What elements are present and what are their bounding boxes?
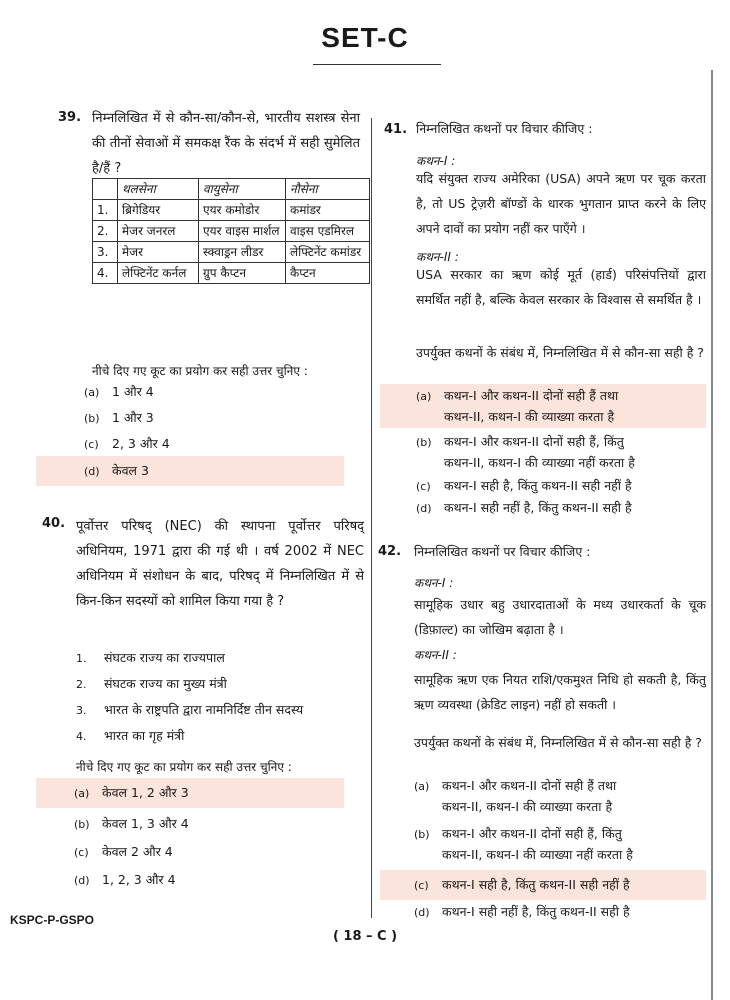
q40-instruction: नीचे दिए गए कूट का प्रयोग कर सही उत्तर चुनिए : <box>76 760 292 774</box>
q41-statement-2: USA सरकार का ऋण कोई मूर्त (हार्ड) परिसंपत्तियों द्वारा समर्थित नहीं है, बल्कि केवल सरकार के विश्वास से समर्थित है । <box>416 267 706 307</box>
table-row <box>93 221 370 242</box>
q42-statement-2: सामूहिक ऋण एक नियत राशि/एकमुश्त निधि हो सकती है, किंतु ऋण व्यवस्था (क्रेडिट लाइन) नहीं हो सकती । <box>414 672 706 712</box>
option-text: कथन-I सही है, किंतु कथन-II सही नहीं है <box>444 478 632 493</box>
q39-option-b[interactable] <box>84 408 154 429</box>
item-number: 3. <box>76 704 87 717</box>
table-cell: मेजर जनरल <box>118 221 199 242</box>
option-text: केवल 2 और 4 <box>102 844 173 859</box>
table-cell: एयर वाइस मार्शल <box>199 221 286 242</box>
option-text: 1 और 3 <box>112 410 154 425</box>
option-text: 1 और 4 <box>112 384 154 399</box>
option-text: कथन-I और कथन-II दोनों सही हैं, किंतु <box>442 826 622 841</box>
q40-option-d[interactable] <box>74 870 176 891</box>
q40-item-2 <box>76 674 227 695</box>
q39-text: निम्नलिखित में से कौन-सा/कौन-से, भारतीय सशस्त्र सेना की तीनों सेवाओं में समकक्ष रैंक के संदर्भ में सही सुमेलित है/हैं ? <box>92 111 360 176</box>
q41-option-b[interactable] <box>416 432 708 473</box>
table-cell: एयर कमोडोर <box>199 200 286 221</box>
q40-item-4 <box>76 726 184 747</box>
q39-rank-table <box>92 178 370 284</box>
q42-statement-1-label: कथन-I : <box>414 576 454 590</box>
item-number: 4. <box>76 730 87 743</box>
table-cell: मेजर <box>118 242 199 263</box>
option-text: कथन-I सही है, किंतु कथन-II सही नहीं है <box>442 877 630 892</box>
option-label: (d) <box>414 906 430 919</box>
paper-code: KSPC-P-GSPO <box>10 913 95 927</box>
q42-statement-2-label: कथन-II : <box>414 648 457 662</box>
q41-option-c[interactable] <box>416 476 708 497</box>
q41-statement-2-label: कथन-II : <box>416 250 459 264</box>
option-text: कथन-I और कथन-II दोनों सही हैं, किंतु <box>444 434 624 449</box>
q42-option-b[interactable] <box>414 824 706 865</box>
option-label: (d) <box>74 874 90 887</box>
q40-item-3 <box>76 700 303 721</box>
item-text: संघटक राज्य का राज्यपाल <box>104 650 225 665</box>
option-label: (b) <box>74 818 90 831</box>
item-text: भारत के राष्ट्रपति द्वारा नामनिर्दिष्ट तीन सदस्य <box>104 702 304 717</box>
item-number: 1. <box>76 652 87 665</box>
q40-item-1 <box>76 648 225 669</box>
q41-statement-1: यदि संयुक्त राज्य अमेरिका (USA) अपने ऋण पर चूक करता है, तो US ट्रेज़री बॉण्डों के धारक भुगतान प्राप्त करने के लिए अपने दावों का प्रयोग नहीं कर पाएँगे । <box>416 171 706 236</box>
q42-question: उपर्युक्त कथनों के संबंध में, निम्नलिखित में से कौन-सा सही है ? <box>414 735 702 750</box>
table-cell: वाइस एडमिरल <box>286 221 370 242</box>
table-cell: कैप्टन <box>286 263 370 284</box>
q41-option-d[interactable] <box>416 498 708 519</box>
option-label: (d) <box>416 502 432 515</box>
q41-option-a[interactable] <box>416 386 708 427</box>
set-title: SET-C <box>321 22 409 53</box>
table-cell: ग्रुप कैप्टन <box>199 263 286 284</box>
option-label: (c) <box>74 846 89 859</box>
q42-number: 42. <box>378 544 402 559</box>
option-text-line2: कथन-II, कथन-I की व्याख्या करता है <box>444 409 615 424</box>
table-cell: 4. <box>93 263 118 284</box>
table-cell: 3. <box>93 242 118 263</box>
option-text: केवल 3 <box>112 463 149 478</box>
table-cell: लेफ्टिनेंट कमांडर <box>286 242 370 263</box>
table-header-army: थलसेना <box>118 179 199 200</box>
table-cell: 2. <box>93 221 118 242</box>
table-header-blank <box>93 179 118 200</box>
q39-option-c[interactable] <box>84 434 170 455</box>
header-underline <box>313 64 441 65</box>
table-row <box>93 200 370 221</box>
q39-number: 39. <box>58 110 82 125</box>
q41-number: 41. <box>384 122 408 137</box>
item-number: 2. <box>76 678 87 691</box>
option-text: कथन-I और कथन-II दोनों सही हैं तथा <box>442 778 617 793</box>
q40-text: पूर्वोत्तर परिषद् (NEC) की स्थापना पूर्वोत्तर परिषद् अधिनियम, 1971 द्वारा की गई थी । वर्ष 2002 में NEC अधिनियम में संशोधन के बाद, परिषद् में निम्नलिखित में से किन-किन सदस्यों को शामिल किया गया है ? <box>76 519 364 609</box>
q40-option-c[interactable] <box>74 842 173 863</box>
option-label: (b) <box>84 412 100 425</box>
option-text: कथन-I सही नहीं है, किंतु कथन-II सही है <box>442 904 630 919</box>
page-edge <box>711 70 713 1000</box>
option-text: केवल 1, 3 और 4 <box>102 816 189 831</box>
table-row <box>93 263 370 284</box>
q39-instruction: नीचे दिए गए कूट का प्रयोग कर सही उत्तर चुनिए : <box>92 364 308 378</box>
table-header-airforce: वायुसेना <box>199 179 286 200</box>
q41-intro: निम्नलिखित कथनों पर विचार कीजिए : <box>416 121 593 136</box>
option-label: (a) <box>414 780 430 793</box>
q42-option-d[interactable] <box>414 902 706 923</box>
table-cell: स्क्वाड्रन लीडर <box>199 242 286 263</box>
page-number: ( 18 – C ) <box>332 929 398 944</box>
q42-statement-1: सामूहिक उधार बहु उधारदाताओं के मध्य उधारकर्ता के चूक (डिफ़ाल्ट) का जोखिम बढ़ाता है । <box>414 597 706 637</box>
q42-option-c-highlighted[interactable] <box>380 870 706 900</box>
q42-option-a[interactable] <box>414 776 706 817</box>
option-label: (a) <box>84 386 100 399</box>
q41-question: उपर्युक्त कथनों के संबंध में, निम्नलिखित में से कौन-सा सही है ? <box>416 345 704 360</box>
option-text-line2: कथन-II, कथन-I की व्याख्या करता है <box>442 799 613 814</box>
q39-option-d-highlighted[interactable] <box>36 456 344 486</box>
option-text: कथन-I सही नहीं है, किंतु कथन-II सही है <box>444 500 632 515</box>
option-text: 2, 3 और 4 <box>112 436 170 451</box>
column-divider <box>371 118 372 918</box>
option-label: (a) <box>416 390 432 403</box>
option-label: (b) <box>414 828 430 841</box>
item-text: संघटक राज्य का मुख्य मंत्री <box>104 676 227 691</box>
item-text: भारत का गृह मंत्री <box>104 728 185 743</box>
option-label: (c) <box>416 480 431 493</box>
q41-statement-1-label: कथन-I : <box>416 154 456 168</box>
option-label: (d) <box>84 465 100 478</box>
option-text: 1, 2, 3 और 4 <box>102 872 176 887</box>
option-label: (b) <box>416 436 432 449</box>
option-text: केवल 1, 2 और 3 <box>102 785 189 800</box>
option-label: (a) <box>74 787 90 800</box>
table-cell: लेफ्टिनेंट कर्नल <box>118 263 199 284</box>
table-cell: ब्रिगेडियर <box>118 200 199 221</box>
option-label: (c) <box>84 438 99 451</box>
q40-option-a-highlighted[interactable] <box>36 778 344 808</box>
table-row <box>93 242 370 263</box>
q40-option-b[interactable] <box>74 814 189 835</box>
table-cell: 1. <box>93 200 118 221</box>
q39-option-a[interactable] <box>84 382 154 403</box>
q40-number: 40. <box>42 516 66 531</box>
option-label: (c) <box>414 879 429 892</box>
option-text: कथन-I और कथन-II दोनों सही हैं तथा <box>444 388 619 403</box>
q42-intro: निम्नलिखित कथनों पर विचार कीजिए : <box>414 544 591 559</box>
table-header-navy: नौसेना <box>286 179 370 200</box>
table-cell: कमांडर <box>286 200 370 221</box>
option-text-line2: कथन-II, कथन-I की व्याख्या नहीं करता है <box>444 455 635 470</box>
option-text-line2: कथन-II, कथन-I की व्याख्या नहीं करता है <box>442 847 633 862</box>
